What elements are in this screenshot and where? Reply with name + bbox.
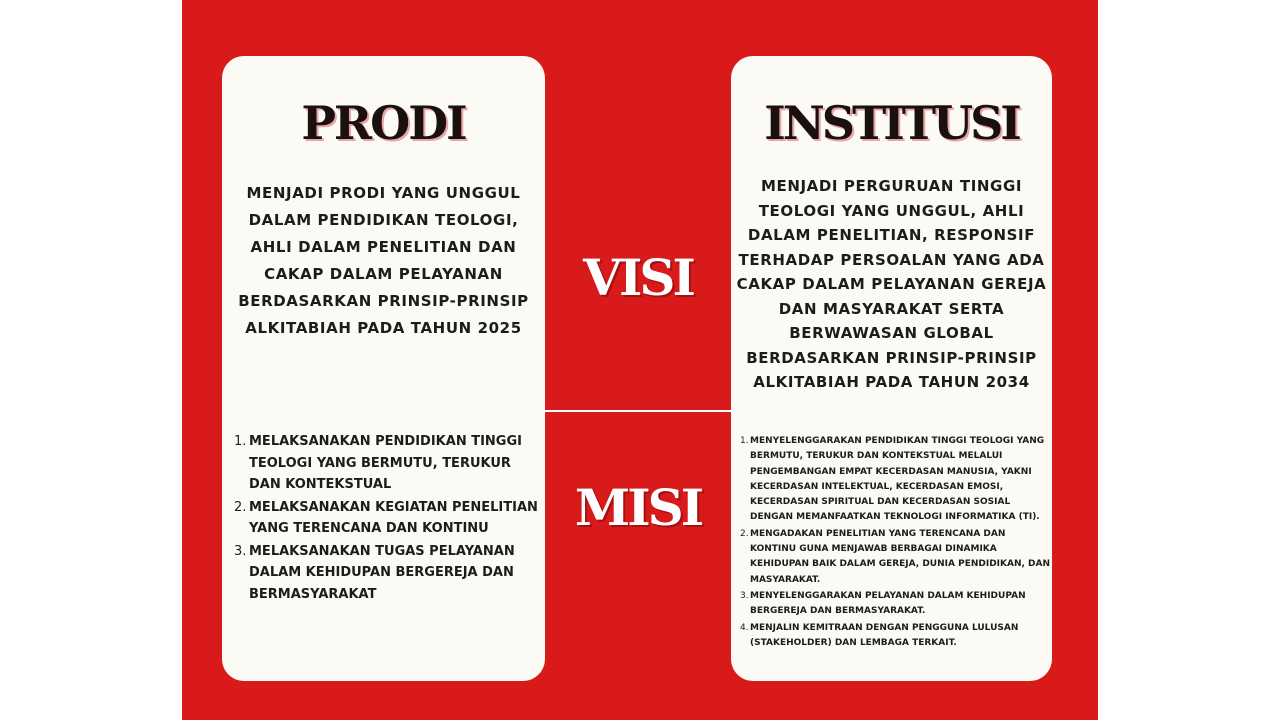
prodi-visi-text: MENJADI PRODI YANG UNGGUL DALAM PENDIDIKAN TEOLOGI, AHLI DALAM PENELITIAN DAN CAKAP DALAM PELAYANAN BERDASARKAN PRINSIP-PRINSIP ALKITABIAH PADA TAHUN 2025 — [238, 184, 529, 337]
prodi-misi-list — [234, 431, 544, 606]
list-item — [740, 527, 1050, 588]
list-number: 2. — [740, 528, 749, 539]
list-item-text: MENYELENGGARAKAN PENDIDIKAN TINGGI TEOLOGI YANG BERMUTU, TERUKUR DAN KONTEKSTUAL MELALUI PENGEMBANGAN EMPAT KECERDASAN MANUSIA, YAKNI KECERDASAN INTELEKTUAL, KECERDASAN EMOSI, KECERDASAN SPIRITUAL DAN KECERDASAN SOSIAL DENGAN MEMANFAATKAN TEKNOLOGI INFORMATIKA (TI). — [750, 436, 1045, 523]
institusi-title: INSTITUSI — [764, 96, 1019, 150]
list-item — [740, 621, 1050, 652]
misi-label: MISI — [574, 478, 702, 537]
list-item — [740, 589, 1050, 620]
list-number: 4. — [740, 622, 749, 633]
list-number: 3. — [234, 543, 247, 559]
list-number: 1. — [234, 434, 247, 449]
list-item-text: MELAKSANAKAN KEGIATAN PENELITIAN YANG TERENCANA DAN KONTINU — [249, 499, 538, 536]
visi-label: VISI — [583, 248, 693, 307]
institusi-misi-list — [740, 434, 1050, 652]
institusi-card — [731, 56, 1052, 681]
list-item-text: MENGADAKAN PENELITIAN YANG TERENCANA DAN KONTINU GUNA MENJAWAB BERBAGAI DINAMIKA KEHIDUPAN BAIK DALAM GEREJA, DUNIA PENDIDIKAN, DAN MASYARAKAT. — [750, 528, 1051, 585]
list-item — [740, 434, 1050, 526]
prodi-card — [222, 56, 545, 681]
divider — [545, 410, 731, 412]
list-item-text: MENJALIN KEMITRAAN DENGAN PENGGUNA LULUSAN (STAKEHOLDER) DAN LEMBAGA TERKAIT. — [750, 622, 1019, 648]
list-number: 1. — [740, 436, 749, 446]
list-item-text: MENYELENGGARAKAN PELAYANAN DALAM KEHIDUPAN BERGEREJA DAN BERMASYARAKAT. — [750, 590, 1026, 617]
list-item-text: MELAKSANAKAN TUGAS PELAYANAN DALAM KEHIDUPAN BERGEREJA DAN BERMASYARAKAT — [249, 543, 515, 602]
list-number: 3. — [740, 590, 749, 601]
list-item-text: MELAKSANAKAN PENDIDIKAN TINGGI TEOLOGI YANG BERMUTU, TERUKUR DAN KONTEKSTUAL — [249, 434, 522, 492]
prodi-title: PRODI — [301, 96, 466, 150]
list-item — [234, 431, 544, 496]
visi-misi-poster — [182, 0, 1098, 720]
list-item — [234, 497, 544, 540]
list-number: 2. — [234, 499, 247, 515]
list-item — [234, 541, 544, 606]
institusi-visi-text: MENJADI PERGURUAN TINGGI TEOLOGI YANG UNGGUL, AHLI DALAM PENELITIAN, RESPONSIF TERHADAP PERSOALAN YANG ADA CAKAP DALAM PELAYANAN GEREJA DAN MASYARAKAT SERTA BERWAWASAN GLOBAL BERDASARKAN PRINSIP-PRINSIP ALKITABIAH PADA TAHUN 2034 — [736, 177, 1047, 391]
